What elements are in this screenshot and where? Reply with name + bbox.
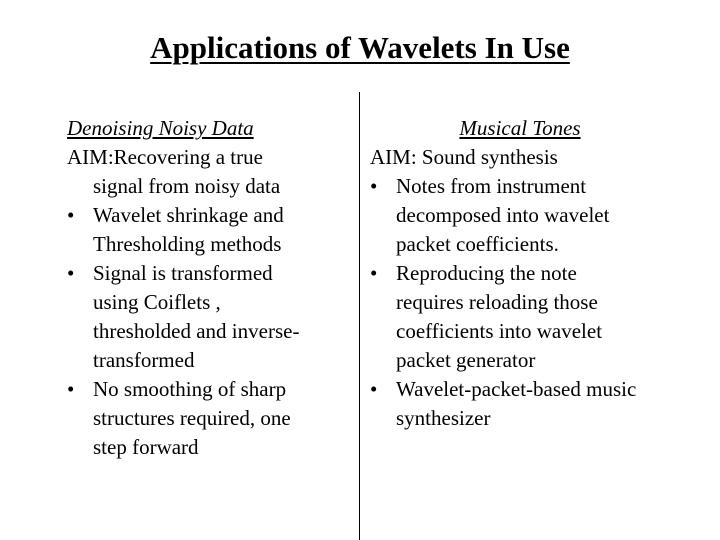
left-aim-label: AIM: [67, 145, 114, 169]
bullet-line: structures required, one [93, 406, 291, 430]
bullet-icon: • [67, 203, 75, 227]
bullet-line: Thresholding methods [93, 232, 282, 256]
left-aim-text-1: Recovering a true [113, 145, 263, 169]
bullet-line: Notes from instrument [396, 174, 587, 198]
right-bullet-list [370, 172, 700, 433]
bullet-line: synthesizer [396, 406, 491, 430]
bullet-line: using Coiflets , [93, 290, 221, 314]
bullet-line: step forward [93, 435, 199, 459]
list-item [370, 172, 700, 259]
bullet-line: coefficients into wavelet [396, 319, 603, 343]
bullet-line: packet coefficients. [396, 232, 559, 256]
bullet-line: Reproducing the note [396, 261, 577, 285]
list-item [67, 201, 347, 259]
bullet-icon: • [67, 261, 75, 285]
bullet-line: transformed [93, 348, 195, 372]
bullet-icon: • [67, 377, 75, 401]
left-bullet-list [67, 201, 347, 462]
list-item [370, 259, 700, 375]
bullet-icon: • [370, 377, 378, 401]
left-column [67, 114, 347, 462]
right-aim-text: Sound synthesis [416, 145, 558, 169]
bullet-line: packet generator [396, 348, 536, 372]
bullet-line: No smoothing of sharp [93, 377, 287, 401]
bullet-line: Signal is transformed [93, 261, 273, 285]
list-item [67, 375, 347, 462]
bullet-line: requires reloading those [396, 290, 598, 314]
left-aim [67, 143, 347, 172]
bullet-line: Wavelet-packet-based music [396, 377, 637, 401]
right-aim [370, 143, 700, 172]
left-aim-continuation: signal from noisy data [93, 174, 281, 198]
page-title: Applications of Wavelets In Use [150, 30, 570, 65]
bullet-line: Wavelet shrinkage and [93, 203, 284, 227]
left-heading: Denoising Noisy Data [67, 116, 254, 140]
list-item [67, 259, 347, 375]
column-divider [359, 92, 360, 540]
bullet-icon: • [370, 174, 378, 198]
right-aim-label: AIM: [370, 145, 417, 169]
right-heading: Musical Tones [459, 116, 581, 140]
bullet-line: thresholded and inverse- [93, 319, 300, 343]
right-column [370, 114, 700, 433]
bullet-line: decomposed into wavelet [396, 203, 610, 227]
list-item [370, 375, 700, 433]
bullet-icon: • [370, 261, 378, 285]
